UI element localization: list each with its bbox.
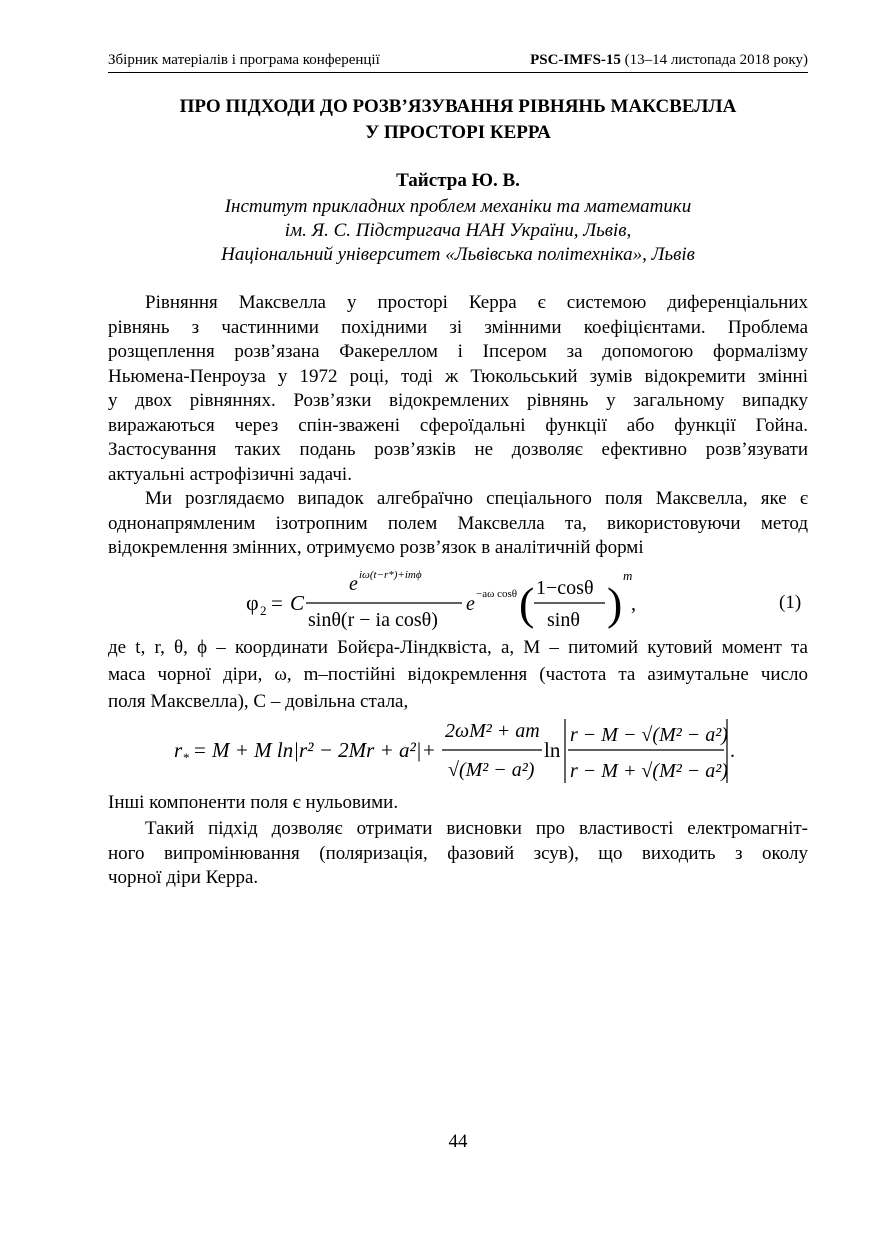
text-line: Інші компоненти поля є нульовими. — [108, 792, 399, 813]
affiliation-line: Інститут прикладних проблем механіки та математики — [224, 196, 692, 217]
eq2-frac-num: 2ωM² + am — [445, 720, 540, 742]
text-line: поля Максвелла), C – довільна стала, — [108, 691, 409, 712]
paragraph-2 — [108, 487, 808, 561]
affiliation — [108, 195, 808, 267]
text-line: Такий підхід дозволяє отримати висновки про властивості електромагніт- — [145, 818, 808, 839]
header-left: Збірник матеріалів і програма конференції — [108, 52, 380, 68]
text-line: виражаються через спін-зважені сфероїдальні функції або функції Гойна. — [108, 414, 808, 436]
eq2-log-num: r − M − √(M² − a²) — [570, 724, 728, 746]
text-line: актуальні астрофізичні задачі. — [108, 463, 352, 485]
eq1-equals: = — [271, 591, 283, 615]
paragraph-1 — [108, 291, 808, 487]
eq1-power: m — [623, 568, 633, 583]
eq1-lhs-sub: 2 — [260, 603, 267, 618]
eq1-frac2-den: sinθ — [547, 609, 580, 631]
eq2-lhs: r — [174, 738, 183, 762]
text-line: розщеплення розв’язана Факереллом і Іпсером за допомогою формалізму — [108, 341, 808, 362]
text-line: Рівняння Максвелла у просторі Керра є системою диференціальних — [145, 292, 808, 313]
paper-title — [108, 94, 808, 146]
text-line: чорної діри Керра. — [108, 867, 259, 888]
eq1-e2: e — [466, 593, 475, 615]
eq1-lhs: φ — [246, 590, 259, 615]
text-line: рівнянь з частинними похідними зі змінними коефіцієнтами. Проблема — [108, 316, 808, 338]
eq1-coef: C — [290, 591, 305, 615]
author: Тайстра Ю. В. — [396, 170, 520, 191]
text-line: Ми розглядаємо випадок алгебраїчно спеціального поля Максвелла, яке є — [145, 488, 808, 509]
text-line: відокремлення змінних, отримуємо розв’язок в аналітичній формі — [108, 537, 644, 558]
eq2-log-den: r − M + √(M² − a²) — [570, 760, 728, 782]
eq2-frac-den: √(M² − a²) — [448, 759, 535, 781]
eq2-equals: = — [194, 738, 206, 762]
text-line: Застосування таких подань розв’язків не дозволяє ефективно розв’язувати — [108, 439, 808, 460]
text-line: де t, r, θ, ϕ – координати Бойєра-Ліндквіста, a, M – питомий кутовий момент та — [108, 637, 808, 658]
page-number: 44 — [448, 1131, 468, 1152]
eq1-num-exponent: iω(t−r*)+imϕ — [359, 569, 422, 581]
header-conference-code: PSC-IMFS-15 — [530, 52, 621, 68]
eq1-left-paren: ( — [519, 578, 535, 629]
equation-1 — [240, 566, 820, 638]
text-line: однонапрямленим ізотропним полем Максвелла та, використовуючи метод — [108, 512, 808, 534]
paragraph-3 — [108, 634, 808, 715]
eq1-right-paren: ) — [607, 578, 623, 629]
running-header — [108, 50, 808, 73]
eq1-comma: , — [631, 593, 636, 615]
header-dates: (13–14 листопада 2018 року) — [620, 52, 808, 68]
text-line: Ньюмена-Пенроуза у 1972 році, тоді ж Тюкольський зумів відокремити змінні — [108, 365, 808, 387]
text-line: ного випромінювання (поляризація, фазовий зсув), що виходить з околу — [108, 842, 808, 864]
eq2-period: . — [730, 740, 735, 762]
eq1-denominator: sinθ(r − ia cosθ) — [308, 609, 438, 631]
affiliation-line: ім. Я. С. Підстригача НАН України, Львів, — [284, 220, 632, 241]
equation-2 — [170, 713, 770, 787]
text-line: маса чорної діри, ω, m–постійні відокремлення (частота та азимутальне число — [108, 664, 808, 685]
text-line: у двох рівняннях. Розв’язки відокремлених рівнянь у загальному випадку — [108, 390, 808, 411]
eq2-lhs-sub: * — [183, 750, 190, 765]
eq2-ln: ln — [544, 738, 561, 762]
eq2-part1: M + M ln|r² − 2Mr + a²| — [212, 738, 422, 762]
title-line-1: ПРО ПІДХОДИ ДО РОЗВ’ЯЗУВАННЯ РІВНЯНЬ МАКСВЕЛЛА — [179, 96, 737, 117]
eq1-frac2-num: 1−cosθ — [536, 577, 594, 599]
paragraph-4 — [108, 791, 808, 816]
affiliation-line: Національний університет «Львівська політехніка», Львів — [221, 244, 695, 265]
eq2-plus: + — [423, 738, 435, 762]
paragraph-5 — [108, 817, 808, 891]
eq1-e: e — [349, 573, 358, 595]
eq1-exponent-2: −aω cosθ — [476, 588, 518, 600]
eq1-number: (1) — [779, 592, 802, 613]
header-right — [530, 52, 808, 69]
title-line-2: У ПРОСТОРІ КЕРРА — [365, 122, 551, 143]
